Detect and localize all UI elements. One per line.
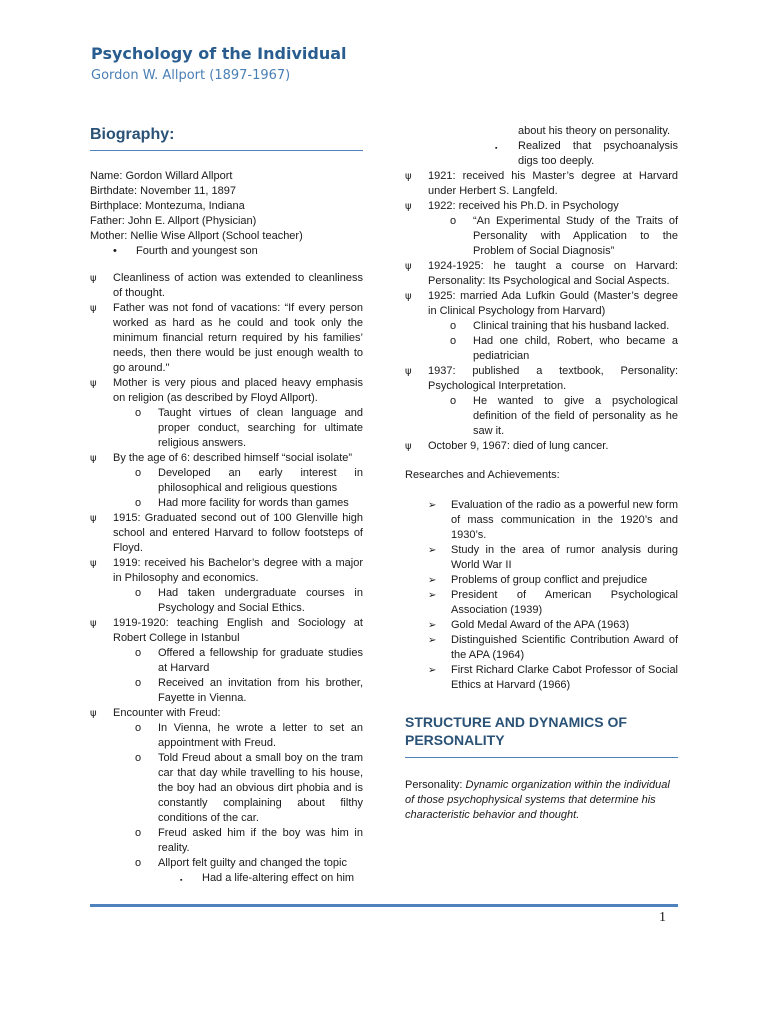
personality-definition <box>405 778 678 823</box>
left-column <box>90 124 363 888</box>
psi-bullet-icon: ψ <box>405 291 412 302</box>
continued-text: about his theory on personality. <box>518 125 671 137</box>
psi-bullet-icon: ψ <box>90 303 97 314</box>
biography-heading: Biography: <box>90 124 363 151</box>
sub-list-item: o Had one child, Robert, who became a pediatrician <box>450 335 678 362</box>
circle-bullet-icon: o <box>135 467 142 479</box>
sub-list-item: o Received an invitation from his brother, Fayette in Vienna. <box>135 677 363 704</box>
personality-label: Personality: <box>405 779 463 791</box>
psi-bullet-icon: ψ <box>405 201 412 212</box>
arrow-bullet-icon: ➢ <box>428 620 437 631</box>
psi-bullet-icon: ψ <box>90 558 97 569</box>
list-item: ψ 1924-1925: he taught a course on Harvard: Personality: Its Psychological and Social Aspects. <box>405 260 678 287</box>
sub-list-item: o Allport felt guilty and changed the topic <box>135 857 347 869</box>
sub-sub-list-item: ▪ Had a life-altering effect on him <box>90 871 363 888</box>
list-item: ψ Cleanliness of action was extended to cleanliness of thought. <box>90 272 363 299</box>
list-item: ψ 1921: received his Master’s degree at Harvard under Herbert S. Langfeld. <box>405 170 678 197</box>
arrow-bullet-icon: ➢ <box>428 545 437 556</box>
circle-bullet-icon: o <box>450 395 457 407</box>
arrow-bullet-icon: ➢ <box>428 665 437 676</box>
list-item: ψ Encounter with Freud: <box>90 707 221 719</box>
psi-bullet-icon: ψ <box>90 378 97 389</box>
psi-bullet-icon: ψ <box>405 171 412 182</box>
sub-sub-list-item: ▪ Realized that psychoanalysis digs too deeply. <box>495 140 678 167</box>
info-line: Father: John E. Allport (Physician) <box>90 215 257 227</box>
list-item: ψ 1919-1920: teaching English and Sociology at Robert College in Istanbul <box>90 617 363 644</box>
circle-bullet-icon: o <box>135 587 142 599</box>
sub-list-item: o Freud asked him if the boy was him in reality. <box>135 827 363 854</box>
psi-bullet-icon: ψ <box>405 441 412 452</box>
document-subtitle: Gordon W. Allport (1897-1967) <box>91 68 291 83</box>
achievement-item: ➢ President of American Psychological Association (1939) <box>428 589 678 616</box>
list-item: ψ By the age of 6: described himself “social isolate” <box>90 452 353 464</box>
document-title: Psychology of the Individual <box>91 44 347 63</box>
list-item: ψ 1937: published a textbook, Personality: Psychological Interpretation. <box>405 365 678 392</box>
psi-bullet-icon: ψ <box>405 366 412 377</box>
list-item: ψ 1922: received his Ph.D. in Psychology <box>405 200 619 212</box>
achievement-item: ➢ Problems of group conflict and prejudice <box>428 574 648 586</box>
list-item: ψ October 9, 1967: died of lung cancer. <box>405 440 609 452</box>
circle-bullet-icon: o <box>135 722 142 734</box>
personality-def-text: Dynamic organization within the individual of those psychophysical systems that determine his characteristic behavior and thought. <box>405 779 670 821</box>
achievement-item: ➢ Distinguished Scientific Contribution Award of the APA (1964) <box>428 634 678 661</box>
circle-bullet-icon: o <box>135 677 142 689</box>
circle-bullet-icon: o <box>450 215 457 227</box>
list-item: ψ Mother is very pious and placed heavy emphasis on religion (as described by Floyd Allport). <box>90 377 363 404</box>
sub-list-item: o Taught virtues of clean language and proper conduct, searching for ultimate religious answers. <box>135 407 363 449</box>
structure-heading: STRUCTURE AND DYNAMICS OF PERSONALITY <box>405 713 678 758</box>
square-bullet-icon: ▪ <box>495 145 498 152</box>
bullet-dot-icon: • <box>113 245 117 257</box>
circle-bullet-icon: o <box>450 320 457 332</box>
list-item: ψ 1925: married Ada Lufkin Gould (Master’s degree in Clinical Psychology from Harvard) <box>405 290 678 317</box>
page-number: 1 <box>659 910 666 925</box>
info-line: Birthplace: Montezuma, Indiana <box>90 200 245 212</box>
achievement-item: ➢ Gold Medal Award of the APA (1963) <box>428 619 630 631</box>
sub-list-item: o Had more facility for words than games <box>135 497 349 509</box>
achievement-item: ➢ Study in the area of rumor analysis during World War II <box>428 544 678 571</box>
circle-bullet-icon: o <box>450 335 457 347</box>
circle-bullet-icon: o <box>135 827 142 839</box>
circle-bullet-icon: o <box>135 407 142 419</box>
arrow-bullet-icon: ➢ <box>428 635 437 646</box>
sub-list-item: o Told Freud about a small boy on the tram car that day while travelling to his house, the boy had an obvious dirt phobia and is constantly complaining about filthy conditions of the car. <box>135 752 363 824</box>
arrow-bullet-icon: ➢ <box>428 590 437 601</box>
footer-rule <box>90 904 678 907</box>
sub-list-item: o Developed an early interest in philosophical and religious questions <box>135 467 363 494</box>
circle-bullet-icon: o <box>135 857 142 869</box>
achievement-item: ➢ First Richard Clarke Cabot Professor of Social Ethics at Harvard (1966) <box>428 664 678 691</box>
circle-bullet-icon: o <box>135 752 142 764</box>
psi-bullet-icon: ψ <box>90 513 97 524</box>
info-line: Mother: Nellie Wise Allport (School teacher) <box>90 230 303 242</box>
right-column <box>405 124 678 823</box>
circle-bullet-icon: o <box>135 647 142 659</box>
sub-list-item: o “An Experimental Study of the Traits of Personality with Application to the Problem of Social Diagnosis” <box>450 215 678 257</box>
list-item: ψ Father was not fond of vacations: “If every person worked as hard as he could and took only the minimum financial return required by his families’ needs, then there would be just enough wealth to go around." <box>90 302 363 374</box>
list-item: • Fourth and youngest son <box>113 245 258 257</box>
sub-list-item: o In Vienna, he wrote a letter to set an appointment with Freud. <box>135 722 363 749</box>
sub-list-item: o He wanted to give a psychological definition of the field of personality as he saw it. <box>450 395 678 437</box>
psi-bullet-icon: ψ <box>90 708 97 719</box>
research-heading: Researches and Achievements: <box>405 469 560 481</box>
psi-bullet-icon: ψ <box>405 261 412 272</box>
psi-bullet-icon: ψ <box>90 453 97 464</box>
arrow-bullet-icon: ➢ <box>428 575 437 586</box>
arrow-bullet-icon: ➢ <box>428 500 437 511</box>
sub-list-item: o Clinical training that his husband lacked. <box>450 320 670 332</box>
square-bullet-icon: ▪ <box>180 877 183 884</box>
list-item: ψ 1915: Graduated second out of 100 Glenville high school and entered Harvard to follow footsteps of Floyd. <box>90 512 363 554</box>
psi-bullet-icon: ψ <box>90 618 97 629</box>
sub-list-item: o Had taken undergraduate courses in Psychology and Social Ethics. <box>135 587 363 614</box>
sub-list-item: o Offered a fellowship for graduate studies at Harvard <box>135 647 363 674</box>
list-item: ψ 1919: received his Bachelor’s degree with a major in Philosophy and economics. <box>90 557 363 584</box>
circle-bullet-icon: o <box>135 497 142 509</box>
info-line: Birthdate: November 11, 1897 <box>90 185 236 197</box>
info-line: Name: Gordon Willard Allport <box>90 170 233 182</box>
psi-bullet-icon: ψ <box>90 273 97 284</box>
achievement-item: ➢ Evaluation of the radio as a powerful new form of mass communication in the 1920’s and 1930’s. <box>428 499 678 541</box>
